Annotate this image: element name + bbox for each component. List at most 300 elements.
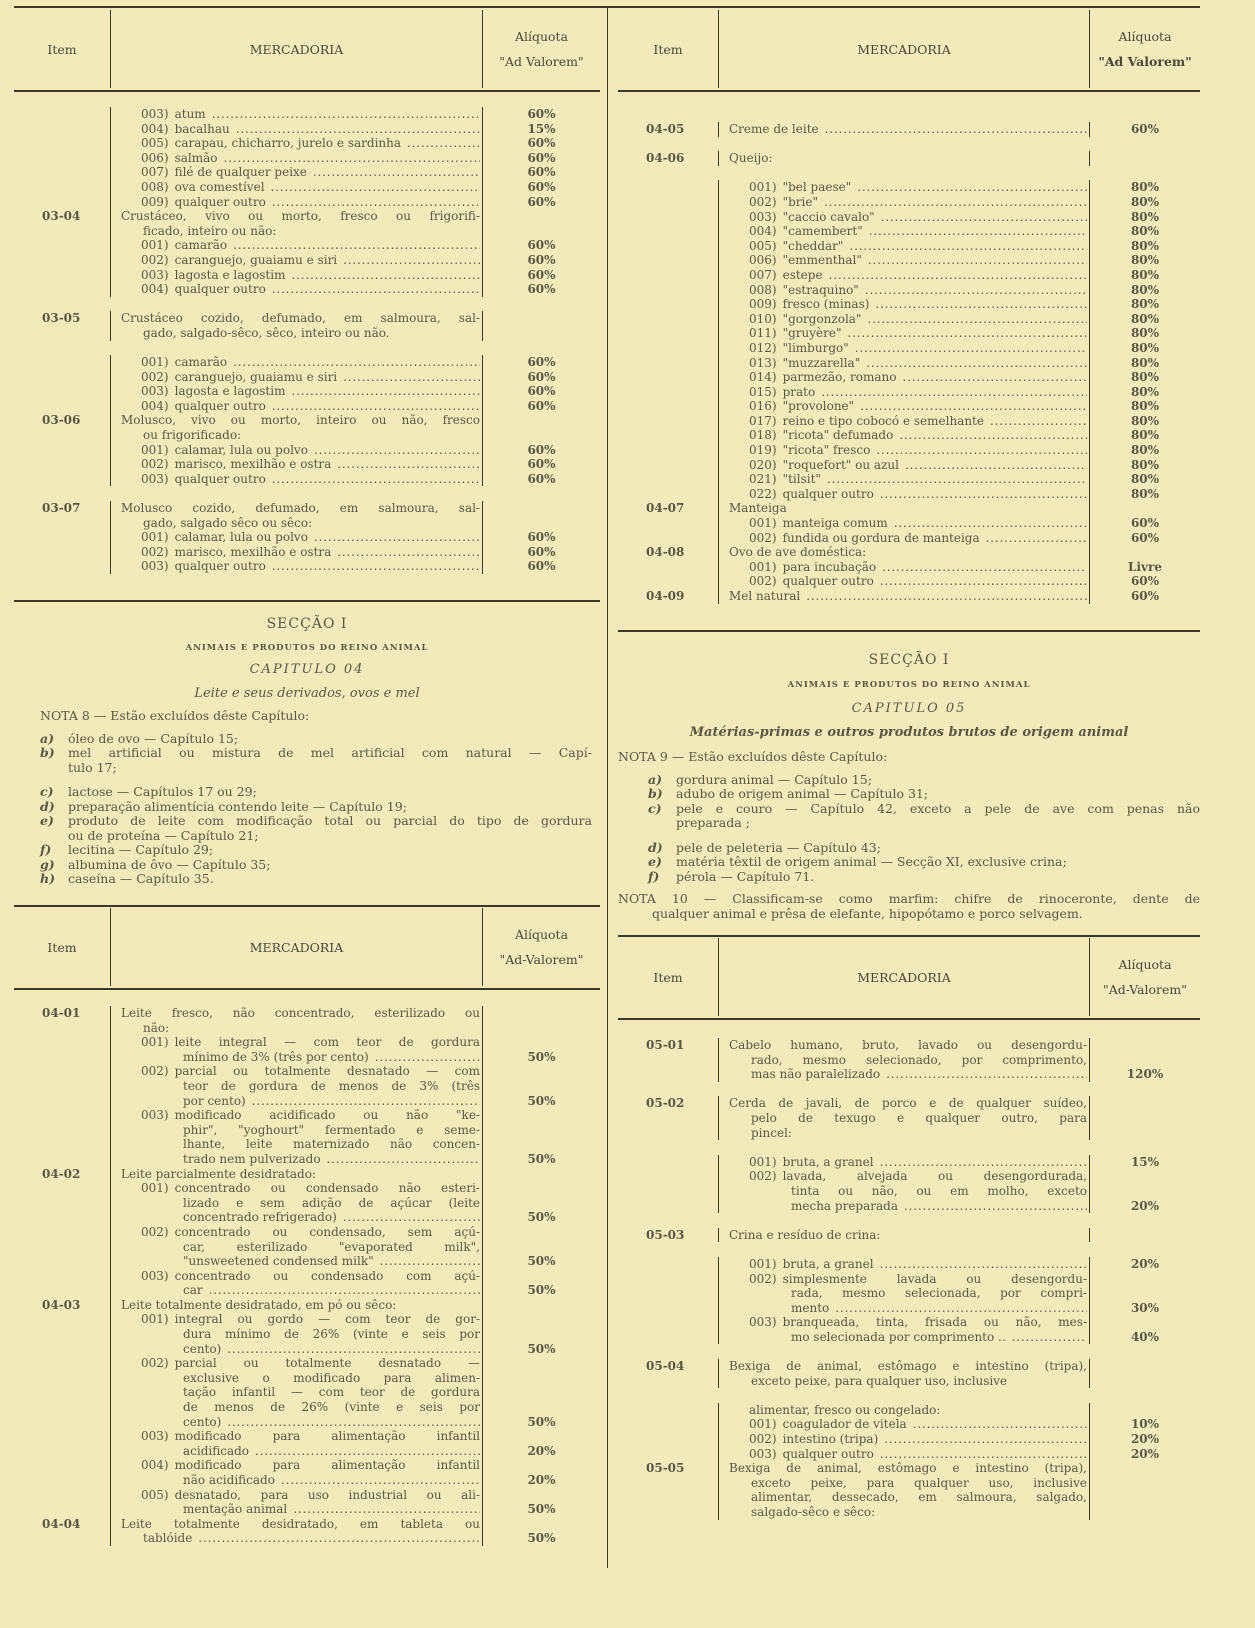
note-letter: e) <box>648 854 662 869</box>
note-letter: d) <box>40 798 55 814</box>
chapter-title: CAPITULO 05 <box>851 701 967 716</box>
leader-line <box>141 165 480 180</box>
rate-value <box>1090 1461 1200 1519</box>
note-item <box>40 732 592 747</box>
subitem-code: 003) <box>141 471 169 486</box>
item-code: 04-05 <box>646 122 685 136</box>
leader-dots <box>236 122 480 137</box>
description <box>718 312 1090 327</box>
description <box>718 1038 1090 1082</box>
item-code <box>14 1269 110 1298</box>
description-text: parcial ou totalmente desnatado — com <box>174 1064 480 1079</box>
description-line <box>121 501 480 516</box>
description-text: "ricota" defumado <box>782 428 894 443</box>
item-code <box>618 1257 718 1272</box>
leader-dots <box>343 370 480 385</box>
description-text: "muzzarella" <box>782 355 861 370</box>
subitem-code: 001) <box>749 1417 777 1432</box>
item-code <box>618 472 718 487</box>
chapter-subtitle: Matérias-primas e outros produtos brutos de origem animal <box>689 725 1129 740</box>
leader-dots <box>337 545 480 560</box>
item-code <box>618 487 718 502</box>
description <box>110 282 483 297</box>
leader-line <box>183 1050 480 1065</box>
table-row <box>14 1006 600 1035</box>
table-row <box>618 1432 1200 1447</box>
description-line <box>121 1152 480 1167</box>
item-code <box>14 1429 110 1458</box>
note-line: ou de proteína — Capítulo 21; <box>68 827 259 843</box>
rate-value: 50% <box>527 1283 556 1298</box>
subitem-code: 002) <box>141 457 169 472</box>
note-line: tulo 17; <box>68 759 117 775</box>
rate-value <box>1090 1228 1200 1243</box>
description <box>718 1096 1090 1140</box>
description-text: exceto peixe, para qualquer uso, inclusive <box>751 1373 1008 1388</box>
description-text: prato <box>782 384 816 399</box>
table-row <box>14 136 600 151</box>
description-text: "bel paese" <box>782 180 852 195</box>
description-text: manteiga comum <box>782 516 888 531</box>
item-code <box>618 283 718 298</box>
rate-value: 60% <box>527 471 556 486</box>
item-code <box>618 1403 718 1418</box>
description <box>718 589 1090 604</box>
rate-value: 20% <box>527 1473 556 1487</box>
note-item <box>40 785 592 800</box>
note-10 <box>618 892 1200 921</box>
leader-dots <box>899 428 1087 443</box>
item-code <box>618 428 718 443</box>
rate-value: 50% <box>527 1093 556 1108</box>
item-code <box>14 268 110 283</box>
leader-line <box>141 136 480 151</box>
leader-dots <box>291 384 480 399</box>
item-code: 04-08 <box>646 545 685 560</box>
leader-dots <box>198 1531 480 1546</box>
description-text: atum <box>174 107 206 121</box>
description <box>718 428 1090 443</box>
leader-line <box>749 312 1087 327</box>
item-code <box>618 399 718 414</box>
note-item <box>40 746 592 775</box>
note-text <box>676 855 1200 870</box>
leader-dots <box>407 136 480 151</box>
header-aliquota <box>483 10 600 88</box>
description-line <box>121 238 480 253</box>
description-line <box>121 151 480 166</box>
note-letter: a) <box>648 771 663 787</box>
subitem-code: 018) <box>749 428 777 443</box>
leader-line <box>749 180 1087 195</box>
description-line <box>121 384 480 399</box>
description <box>110 384 483 399</box>
description <box>718 210 1090 225</box>
subitem-code: 005) <box>749 238 777 253</box>
item-code <box>618 1169 718 1213</box>
item-code <box>14 1356 110 1429</box>
description-line <box>729 487 1087 502</box>
subitem-code: 001) <box>749 180 777 195</box>
leader-line <box>749 370 1087 385</box>
description <box>110 1488 483 1517</box>
table-row <box>618 472 1200 487</box>
right-table-2 <box>618 1038 1200 1520</box>
description-text: concentrado ou condensado, sem açú- <box>174 1224 480 1239</box>
description-line <box>121 326 480 341</box>
leader-dots <box>337 457 480 472</box>
description-line <box>121 1298 480 1313</box>
description <box>110 1356 483 1429</box>
leader-dots <box>880 1257 1087 1272</box>
note-item <box>40 858 592 873</box>
description-line <box>729 385 1087 400</box>
description-line <box>121 107 480 122</box>
header-mercadoria: MERCADORIA <box>718 10 1090 88</box>
description <box>110 1035 483 1064</box>
subitem-code: 003) <box>749 1315 777 1330</box>
chapter-title: CAPITULO 04 <box>249 662 365 677</box>
leader-dots <box>881 210 1087 225</box>
description-line <box>729 1505 1087 1520</box>
leader-dots <box>857 180 1087 195</box>
subitem-code: 001) <box>141 1181 169 1196</box>
description-text: Bexiga de animal, estômago e intestino (tripa), <box>729 1461 1087 1476</box>
table-row <box>14 472 600 487</box>
leader-line <box>749 516 1087 531</box>
description-line <box>121 472 480 487</box>
leader-dots <box>986 531 1087 546</box>
description <box>718 151 1090 166</box>
leader-line <box>141 151 480 166</box>
description-line <box>729 122 1087 137</box>
rate-value <box>1090 1096 1200 1140</box>
description-line <box>729 1228 1087 1243</box>
description-text: para incubação <box>782 559 877 574</box>
leader-dots <box>375 1050 480 1065</box>
description-text: marisco, mexilhão e ostra <box>174 544 332 559</box>
item-code <box>14 151 110 166</box>
note-text <box>68 858 592 873</box>
item-code: 03-07 <box>42 501 81 516</box>
item-code: 05-05 <box>646 1461 685 1476</box>
rate-value: 60% <box>1130 589 1160 603</box>
item-code <box>618 370 718 385</box>
right-table-header-1 <box>618 10 1200 88</box>
subitem-code: 003) <box>749 1446 777 1461</box>
header-rule <box>618 935 1200 937</box>
leader-line <box>749 443 1087 458</box>
description <box>110 1108 483 1166</box>
table-row <box>14 195 600 210</box>
description-line <box>729 399 1087 414</box>
subitem-code: 011) <box>749 326 777 341</box>
description-line <box>121 1196 480 1211</box>
description-text: ou frigorificado: <box>143 428 242 443</box>
description-text: alimentar, fresco ou congelado: <box>749 1402 941 1417</box>
note-line: lactose — Capítulos 17 ou 29; <box>68 784 257 799</box>
description-text: Leite totalmente desidratado, em pó ou sêco: <box>121 1297 397 1312</box>
description-line <box>729 1374 1087 1389</box>
table-row <box>14 1269 600 1298</box>
leader-line <box>141 545 480 560</box>
rate-value <box>483 1298 600 1313</box>
leader-dots <box>855 341 1087 356</box>
description-line <box>729 531 1087 546</box>
leader-dots <box>868 253 1087 268</box>
description-text: não: <box>143 1020 170 1035</box>
description-line <box>121 457 480 472</box>
table-row <box>14 501 600 530</box>
subitem-code: 001) <box>141 1035 169 1050</box>
note-item <box>618 855 1200 870</box>
rate-value <box>1090 501 1200 516</box>
rate-value <box>483 1167 600 1182</box>
leader-dots <box>875 297 1087 312</box>
description-text: qualquer outro <box>174 194 266 209</box>
item-code: 05-03 <box>646 1227 685 1242</box>
left-table-header-1 <box>14 10 600 88</box>
leader-line <box>749 283 1087 298</box>
section-title: SECÇÃO I <box>266 616 348 632</box>
description <box>110 472 483 487</box>
leader-line <box>749 1432 1087 1447</box>
description-text: "unsweetened condensed milk" <box>183 1254 374 1269</box>
item-code <box>14 1108 110 1166</box>
description-text: qualquer outro <box>782 574 874 589</box>
description-line <box>121 1181 480 1196</box>
subitem-code: 012) <box>749 340 777 355</box>
description-line <box>729 1038 1087 1053</box>
item-code <box>618 574 718 589</box>
leader-line <box>141 107 480 122</box>
table-row <box>618 385 1200 400</box>
table-row <box>618 589 1200 604</box>
description-text: exclusive o modificado para alimen- <box>183 1370 480 1385</box>
rate-value: 80% <box>1130 486 1160 501</box>
table-row <box>14 559 600 574</box>
rate-value: 50% <box>527 1341 556 1356</box>
description <box>718 122 1090 137</box>
leader-line <box>183 1342 480 1357</box>
leader-line <box>183 1094 480 1109</box>
description-line <box>729 1257 1087 1272</box>
description <box>718 253 1090 268</box>
note-letter: c) <box>648 800 662 816</box>
leader-dots <box>212 107 480 122</box>
leader-line <box>749 224 1087 239</box>
table-row <box>618 1315 1200 1344</box>
description-line <box>121 253 480 268</box>
description <box>718 560 1090 575</box>
description-text: gado, salgado-sêco, sêco, inteiro ou não. <box>143 325 390 340</box>
description-text: mento <box>791 1300 830 1315</box>
description-text: Leite fresco, não concentrado, esterilizado ou <box>121 1006 480 1020</box>
item-code <box>14 370 110 385</box>
description-text: de menos de 26% (vinte e seis por <box>183 1400 480 1415</box>
note-item <box>40 872 592 887</box>
description-line <box>121 268 480 283</box>
subitem-code: 004) <box>141 1458 169 1473</box>
leader-line <box>183 1152 480 1167</box>
description-line <box>729 195 1087 210</box>
note-text <box>68 872 592 887</box>
rate-value: 50% <box>527 1210 556 1225</box>
description-text: modificado para alimentação infantil <box>174 1458 480 1473</box>
description-text: "ricota" fresco <box>782 443 871 458</box>
description-line <box>121 559 480 574</box>
note-text <box>68 746 592 775</box>
item-code <box>14 136 110 151</box>
subitem-code: 004) <box>141 282 169 297</box>
item-code <box>14 195 110 210</box>
description-line <box>121 370 480 385</box>
description-text: mas não paralelizado <box>751 1067 881 1082</box>
description-text: desnatado, para uso industrial ou ali- <box>174 1487 480 1502</box>
description <box>110 107 483 122</box>
leader-dots <box>272 195 480 210</box>
table-row <box>14 355 600 370</box>
table-row <box>14 151 600 166</box>
description-line <box>729 574 1087 589</box>
item-code <box>618 356 718 371</box>
description-line <box>729 297 1087 312</box>
leader-line <box>749 487 1087 502</box>
leader-line <box>183 1444 480 1459</box>
header-rule <box>618 1018 1200 1020</box>
leader-dots <box>314 530 480 545</box>
item-code <box>14 399 110 414</box>
table-row <box>618 224 1200 239</box>
note-item <box>40 814 592 843</box>
item-code: 03-05 <box>42 311 81 326</box>
rate-value: 80% <box>1130 209 1160 224</box>
note-letter: e) <box>40 813 54 828</box>
description <box>718 1447 1090 1462</box>
description-line <box>729 268 1087 283</box>
leader-dots <box>829 268 1087 283</box>
note-line: produto de leite com modificação total ou parcial do tipo de gordura <box>68 813 592 828</box>
description-text: tablóide <box>143 1531 193 1546</box>
table-row <box>618 501 1200 516</box>
leader-dots <box>314 443 480 458</box>
description-text: leite integral — com teor de gordura <box>174 1035 480 1050</box>
description-text: simplesmente lavada ou desengordu- <box>782 1271 1087 1286</box>
note-letter: a) <box>40 730 55 746</box>
aliquota-label: Alíquota <box>1118 957 1172 972</box>
header-item: Item <box>653 969 683 985</box>
header-rule <box>14 988 600 990</box>
ad-valorem-label: "Ad Valorem" <box>1098 54 1192 69</box>
description-line <box>121 1021 480 1036</box>
section-rule <box>618 630 1200 632</box>
table-row <box>618 253 1200 268</box>
description-text: tação infantil — com teor de gordura <box>183 1385 480 1400</box>
description <box>110 1167 483 1182</box>
description-text: reino e tipo cobocó e semelhante <box>782 413 984 428</box>
description-text: car <box>183 1283 203 1298</box>
description-line <box>729 560 1087 575</box>
item-code <box>618 1272 718 1316</box>
left-table-header-2 <box>14 908 600 986</box>
subitem-code: 001) <box>141 442 169 457</box>
table-row <box>618 443 1200 458</box>
table-row <box>14 180 600 195</box>
description <box>110 355 483 370</box>
description-text: caranguejo, guaiamu e siri <box>174 252 338 267</box>
description-text: carapau, chicharro, jurelo e sardinha <box>174 136 402 151</box>
table-row <box>14 1298 600 1313</box>
rate-value <box>1090 1403 1200 1418</box>
description-text: parcial ou totalmente desnatado — <box>174 1356 480 1371</box>
description-text: trado nem pulverizado <box>183 1151 321 1166</box>
leader-line <box>183 1210 480 1225</box>
leader-line <box>141 253 480 268</box>
description-text: tinta ou não, ou em molho, exceto <box>791 1183 1087 1198</box>
item-code <box>14 282 110 297</box>
description-line <box>729 341 1087 356</box>
table-row <box>618 1169 1200 1213</box>
subitem-code: 001) <box>749 1154 777 1169</box>
note-line: óleo de ovo — Capítulo 15; <box>68 730 239 746</box>
item-code <box>14 355 110 370</box>
leader-line <box>183 1473 480 1488</box>
rate-value: 80% <box>1130 311 1160 326</box>
header-item: Item <box>653 41 683 57</box>
item-code <box>14 457 110 472</box>
subitem-code: 002) <box>141 369 169 384</box>
header-aliquota <box>1090 938 1200 1016</box>
item-code: 04-01 <box>42 1006 81 1020</box>
description <box>110 399 483 414</box>
section-title: SECÇÃO I <box>868 652 950 668</box>
rate-value: 20% <box>1130 1198 1160 1213</box>
leader-line <box>749 1155 1087 1170</box>
item-code <box>618 443 718 458</box>
description-text: acidificado <box>183 1443 250 1458</box>
description-text: Queijo: <box>729 151 773 166</box>
item-code <box>618 210 718 225</box>
rate-value: 60% <box>527 179 556 194</box>
table-row <box>618 531 1200 546</box>
description-text: "emmenthal" <box>782 253 862 268</box>
description-line <box>729 1272 1087 1287</box>
description-line <box>121 282 480 297</box>
subitem-code: 008) <box>749 282 777 297</box>
description-line <box>121 1517 480 1532</box>
description-text: modificado acidificado ou não "ke- <box>174 1108 480 1123</box>
description <box>110 1458 483 1487</box>
leader-dots <box>380 1254 480 1269</box>
leader-line <box>141 472 480 487</box>
rate-value: 80% <box>1130 238 1160 253</box>
rate-value: 60% <box>527 267 556 282</box>
description-text: qualquer outro <box>174 282 266 297</box>
table-row <box>618 428 1200 443</box>
item-code: 05-02 <box>646 1096 685 1111</box>
leader-dots <box>884 1432 1087 1447</box>
leader-dots <box>880 487 1087 502</box>
description-text: marisco, mexilhão e ostra <box>174 457 332 472</box>
description-text: Bexiga de animal, estômago e intestino (tripa), <box>729 1359 1087 1374</box>
note-item <box>618 841 1200 856</box>
note-text <box>68 814 592 843</box>
note-9 <box>618 750 1200 884</box>
description <box>110 195 483 210</box>
rate-value: 50% <box>527 1254 556 1269</box>
description-text: qualquer outro <box>174 398 266 413</box>
table-row <box>14 1225 600 1269</box>
